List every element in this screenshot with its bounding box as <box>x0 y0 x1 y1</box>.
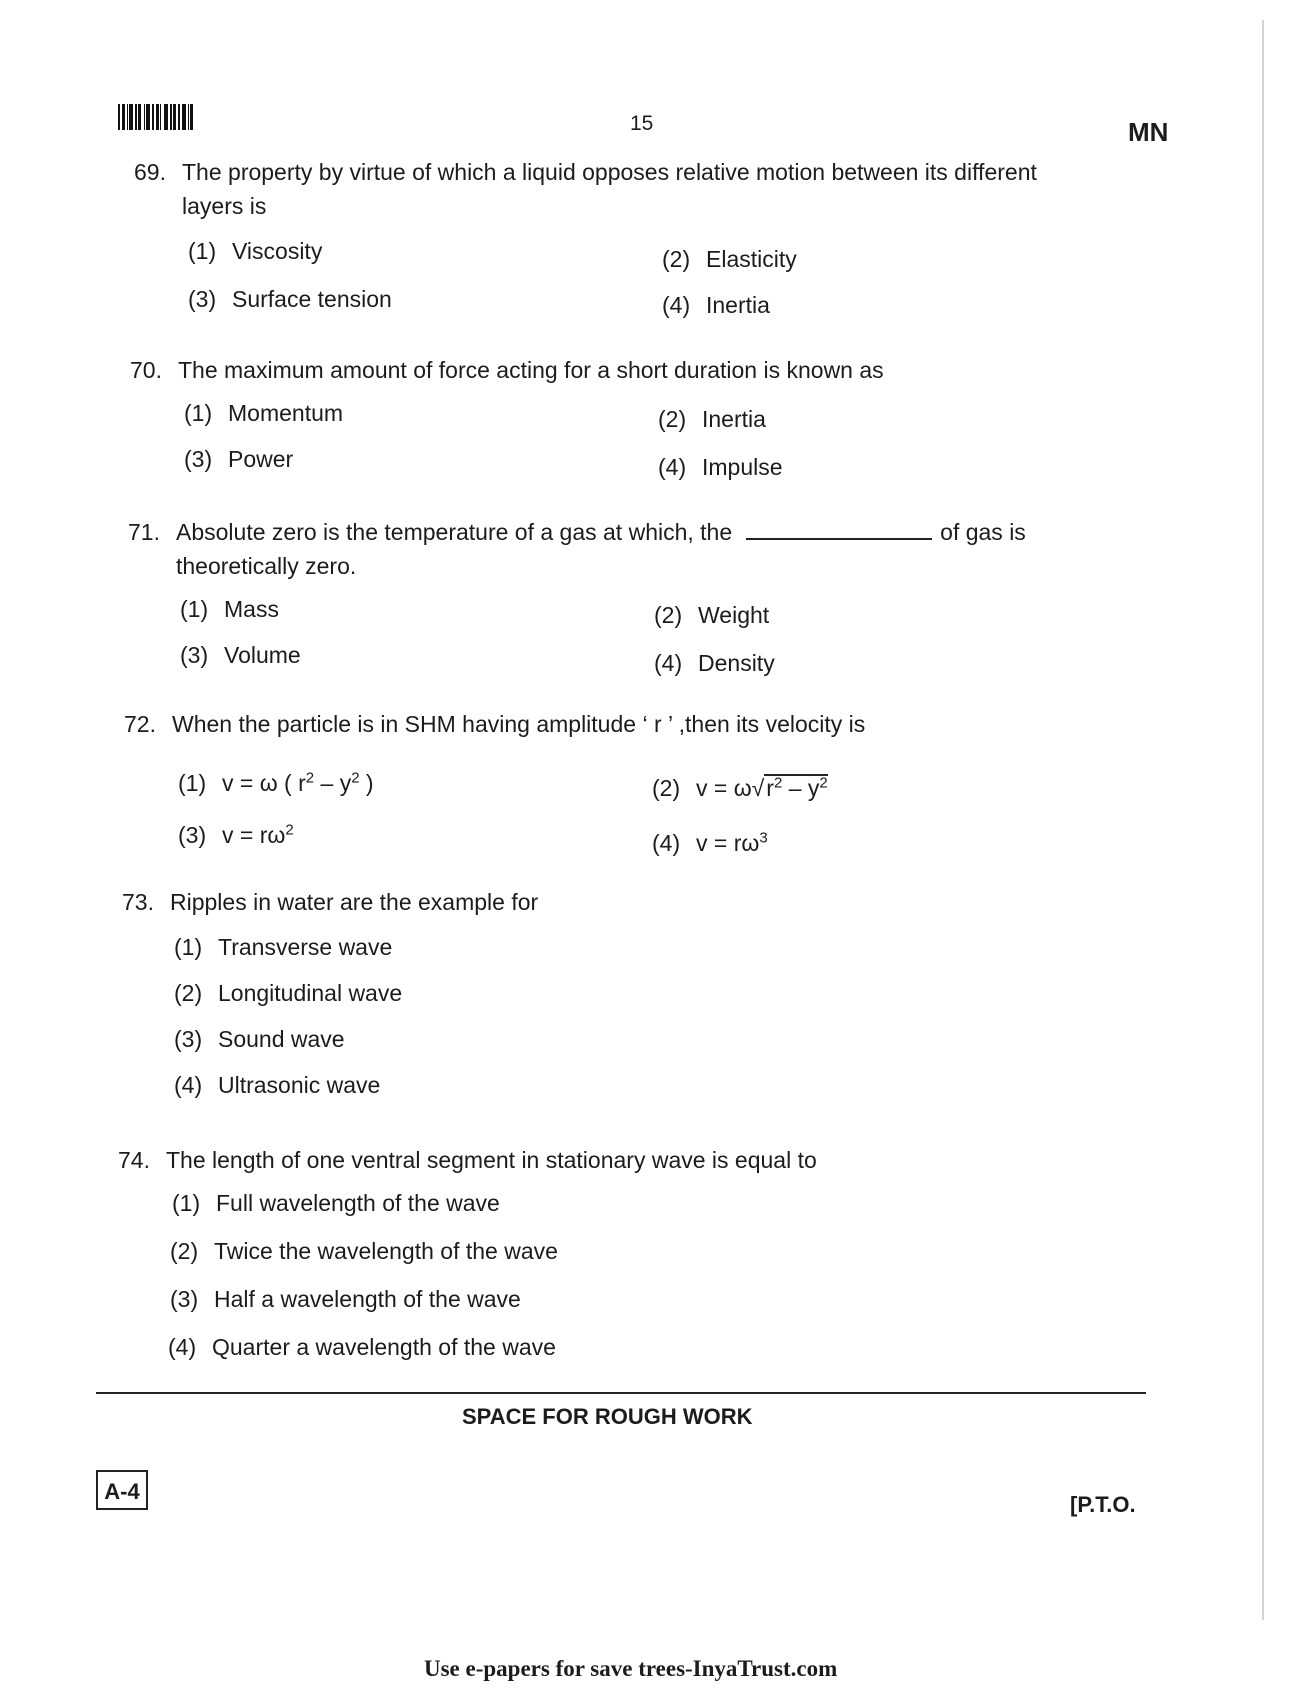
formula-part: – y <box>314 770 352 796</box>
formula-part: r <box>766 775 774 801</box>
barcode-icon <box>118 104 210 130</box>
formula-part: v = ω <box>696 775 752 801</box>
option-number: (3) <box>188 286 217 312</box>
option-text: Power <box>228 446 294 472</box>
question-text-line2: layers is <box>182 193 267 219</box>
option-74-4[interactable] <box>168 1334 556 1361</box>
option-number: (2) <box>662 246 691 272</box>
question-text: The property by virtue of which a liquid opposes relative motion between its different <box>182 159 1037 185</box>
option-text: Inertia <box>706 292 770 318</box>
option-text: Twice the wavelength of the wave <box>214 1238 558 1264</box>
option-70-3[interactable] <box>184 446 293 473</box>
answer-blank <box>746 518 932 540</box>
option-73-3[interactable] <box>174 1026 345 1053</box>
question-number: 72. <box>124 711 156 737</box>
question-number: 70. <box>130 357 162 383</box>
question-text-part1: Absolute zero is the temperature of a gas at which, the <box>176 519 733 545</box>
option-text: Ultrasonic wave <box>218 1072 381 1098</box>
formula-part: v = rω <box>222 822 286 848</box>
option-number: (2) <box>652 775 681 801</box>
option-text: Quarter a wavelength of the wave <box>212 1334 556 1360</box>
option-number: (3) <box>178 822 207 848</box>
option-text: Sound wave <box>218 1026 345 1052</box>
option-text: Impulse <box>702 454 783 480</box>
option-number: (1) <box>180 596 209 622</box>
exponent: 3 <box>759 829 768 847</box>
option-73-1[interactable] <box>174 934 392 961</box>
option-formula <box>696 775 828 801</box>
rough-work-label: SPACE FOR ROUGH WORK <box>462 1404 753 1429</box>
formula-part: – y <box>782 775 820 801</box>
rough-work-divider <box>96 1392 1146 1394</box>
option-text: Mass <box>224 596 279 622</box>
question-text-part2: of gas is <box>940 519 1026 545</box>
option-71-2[interactable] <box>654 602 769 629</box>
option-number: (2) <box>174 980 203 1006</box>
square-root <box>752 774 828 802</box>
option-74-3[interactable] <box>170 1286 521 1313</box>
option-text: Volume <box>224 642 301 668</box>
option-number: (2) <box>654 602 683 628</box>
footer-note: Use e-papers for save trees-InyaTrust.com <box>424 1656 838 1681</box>
option-formula <box>696 830 768 856</box>
radical-sign-icon: √ <box>751 775 765 801</box>
question-number: 74. <box>118 1147 150 1173</box>
option-72-2[interactable] <box>652 774 828 802</box>
option-number: (4) <box>654 650 683 676</box>
option-text: Elasticity <box>706 246 797 272</box>
option-69-1[interactable] <box>188 238 322 265</box>
option-text: Half a wavelength of the wave <box>214 1286 521 1312</box>
option-number: (3) <box>170 1286 199 1312</box>
option-69-3[interactable] <box>188 286 392 313</box>
exponent: 2 <box>773 774 783 792</box>
page-edge-rule <box>1262 20 1264 1620</box>
exponent: 2 <box>305 769 315 787</box>
option-72-4[interactable] <box>652 830 768 857</box>
option-69-2[interactable] <box>662 246 797 273</box>
option-71-4[interactable] <box>654 650 775 677</box>
formula-part: v = ω ( r <box>222 770 306 796</box>
option-text: Weight <box>698 602 770 628</box>
option-71-1[interactable] <box>180 596 279 623</box>
option-72-1[interactable] <box>178 770 374 797</box>
option-text: Surface tension <box>232 286 392 312</box>
option-formula <box>222 822 294 848</box>
option-text: Inertia <box>702 406 766 432</box>
question-text: The length of one ventral segment in stationary wave is equal to <box>166 1147 817 1173</box>
option-number: (4) <box>652 830 681 856</box>
option-70-2[interactable] <box>658 406 766 433</box>
option-text: Full wavelength of the wave <box>216 1190 500 1216</box>
paper-code: MN <box>1128 117 1169 147</box>
option-73-4[interactable] <box>174 1072 380 1099</box>
option-number: (1) <box>172 1190 201 1216</box>
please-turn-over: [P.T.O. <box>1070 1492 1136 1517</box>
option-text: Longitudinal wave <box>218 980 403 1006</box>
option-74-2[interactable] <box>170 1238 558 1265</box>
page-number: 15 <box>630 112 654 135</box>
radicand <box>764 774 827 800</box>
formula-part: v = rω <box>696 830 760 856</box>
option-text: Density <box>698 650 775 676</box>
option-text: Viscosity <box>232 238 323 264</box>
question-number: 69. <box>134 159 166 185</box>
option-70-4[interactable] <box>658 454 783 481</box>
option-number: (1) <box>178 770 207 796</box>
option-number: (4) <box>658 454 687 480</box>
option-number: (2) <box>170 1238 199 1264</box>
option-number: (1) <box>184 400 213 426</box>
option-number: (4) <box>174 1072 203 1098</box>
option-69-4[interactable] <box>662 292 770 319</box>
exponent: 2 <box>285 821 294 839</box>
option-text: Momentum <box>228 400 344 426</box>
question-text: When the particle is in SHM having amplitude ‘ r ’ ,then its velocity is <box>172 711 866 737</box>
exponent: 2 <box>819 774 828 792</box>
option-number: (3) <box>184 446 213 472</box>
option-number: (3) <box>174 1026 203 1052</box>
option-number: (1) <box>174 934 203 960</box>
option-number: (4) <box>662 292 691 318</box>
option-formula <box>222 770 374 796</box>
option-72-3[interactable] <box>178 822 294 849</box>
option-text: Transverse wave <box>218 934 393 960</box>
question-number: 73. <box>122 889 154 915</box>
option-number: (4) <box>168 1334 197 1360</box>
option-70-1[interactable] <box>184 400 343 427</box>
option-number: (1) <box>188 238 217 264</box>
question-text-line2: theoretically zero. <box>176 553 357 579</box>
question-text: Ripples in water are the example for <box>170 889 539 915</box>
question-number: 71. <box>128 519 160 545</box>
option-number: (2) <box>658 406 687 432</box>
set-code-box: A-4 <box>96 1470 148 1510</box>
question-text <box>176 516 1026 548</box>
option-number: (3) <box>180 642 209 668</box>
exponent: 2 <box>351 769 360 787</box>
option-71-3[interactable] <box>180 642 301 669</box>
question-text: The maximum amount of force acting for a short duration is known as <box>178 357 884 383</box>
option-73-2[interactable] <box>174 980 402 1007</box>
formula-part: ) <box>359 770 374 796</box>
option-74-1[interactable] <box>172 1190 500 1217</box>
